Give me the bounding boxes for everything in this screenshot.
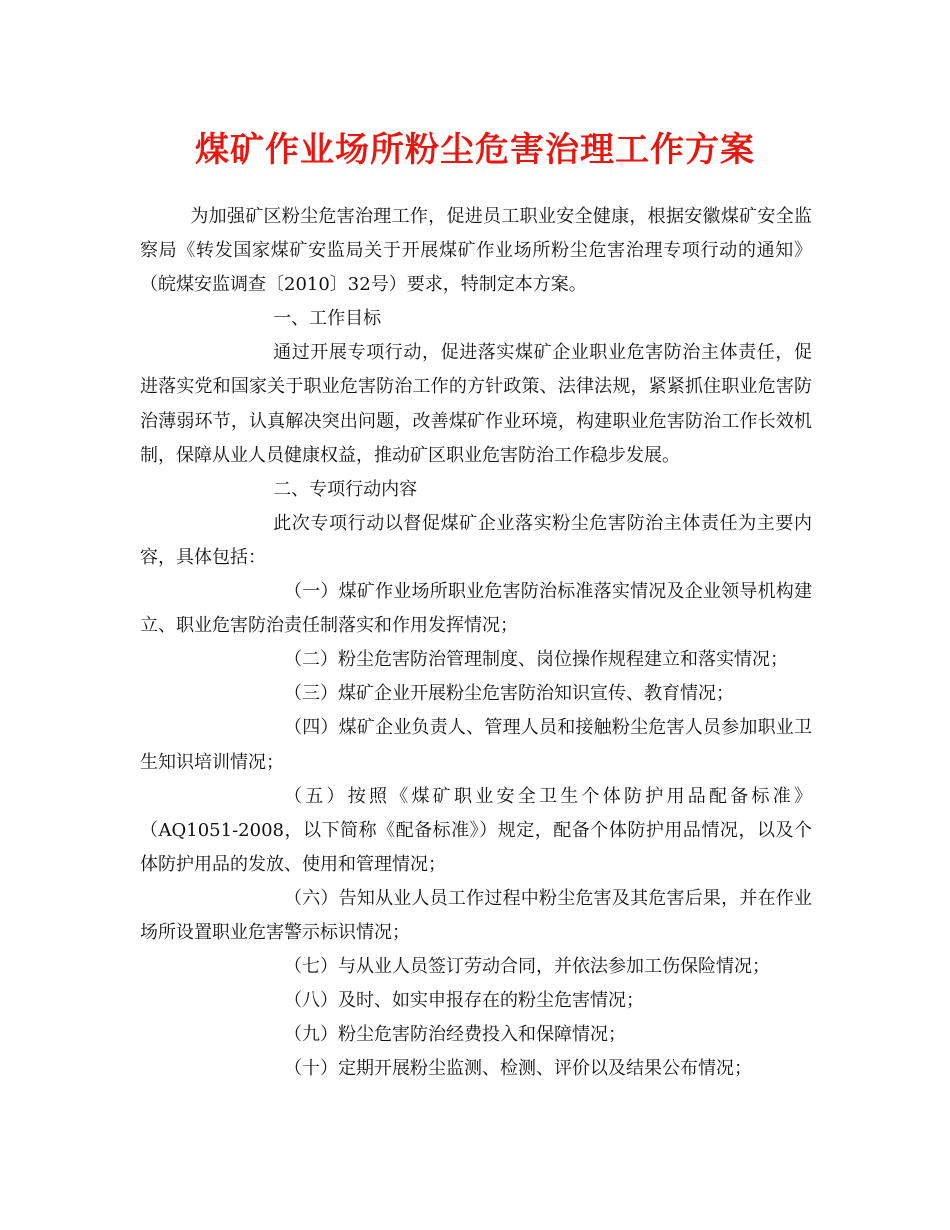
list-item: （十）定期开展粉尘监测、检测、评价以及结果公布情况； <box>284 1058 752 1080</box>
section-heading-content: 二、专项行动内容 <box>273 478 418 500</box>
section-heading-goals: 一、工作目标 <box>273 308 382 330</box>
intro-paragraph: 为加强矿区粉尘危害治理工作，促进员工职业安全健康，根据安徽煤矿安全监察局《转发国家煤矿安监局关于开展煤矿作业场所粉尘危害治理专项行动的通知》（皖煤安监调查〔2010〕32号）要求，特制定本方案。 <box>140 206 812 296</box>
document-title: 煤矿作业场所粉尘危害治理工作方案 <box>195 130 755 170</box>
list-item: （二）粉尘危害防治管理制度、岗位操作规程建立和落实情况； <box>284 649 788 671</box>
list-item: （六）告知从业人员工作过程中粉尘危害及其危害后果，并在作业场所设置职业危害警示标识情况； <box>140 887 812 943</box>
list-item: （四）煤矿企业负责人、管理人员和接触粉尘危害人员参加职业卫生知识培训情况； <box>140 717 812 773</box>
list-item: （五）按照《煤矿职业安全卫生个体防护用品配备标准》（AQ1051-2008，以下简称《配备标准》）规定，配备个体防护用品情况，以及个体防护用品的发放、使用和管理情况； <box>140 785 812 875</box>
section-content-text: 此次专项行动以督促煤矿企业落实粉尘危害防治主体责任为主要内容，具体包括： <box>140 512 812 568</box>
list-item: （七）与从业人员签订劳动合同，并依法参加工伤保险情况； <box>284 956 770 978</box>
section-goals-text: 通过开展专项行动，促进落实煤矿企业职业危害防治主体责任，促进落实党和国家关于职业危害防治工作的方针政策、法律法规，紧紧抓住职业危害防治薄弱环节，认真解决突出问题，改善煤矿作业环境，构建职业危害防治工作长效机制，保障从业人员健康权益，推动矿区职业危害防治工作稳步发展。 <box>140 342 812 466</box>
list-item: （八）及时、如实申报存在的粉尘危害情况； <box>284 990 644 1012</box>
list-item: （三）煤矿企业开展粉尘危害防治知识宣传、教育情况； <box>284 683 734 705</box>
document-body <box>140 200 812 1086</box>
list-item: （九）粉尘危害防治经费投入和保障情况； <box>284 1024 626 1046</box>
list-item: （一）煤矿作业场所职业危害防治标准落实情况及企业领导机构建立、职业危害防治责任制落实和作用发挥情况； <box>140 581 812 637</box>
